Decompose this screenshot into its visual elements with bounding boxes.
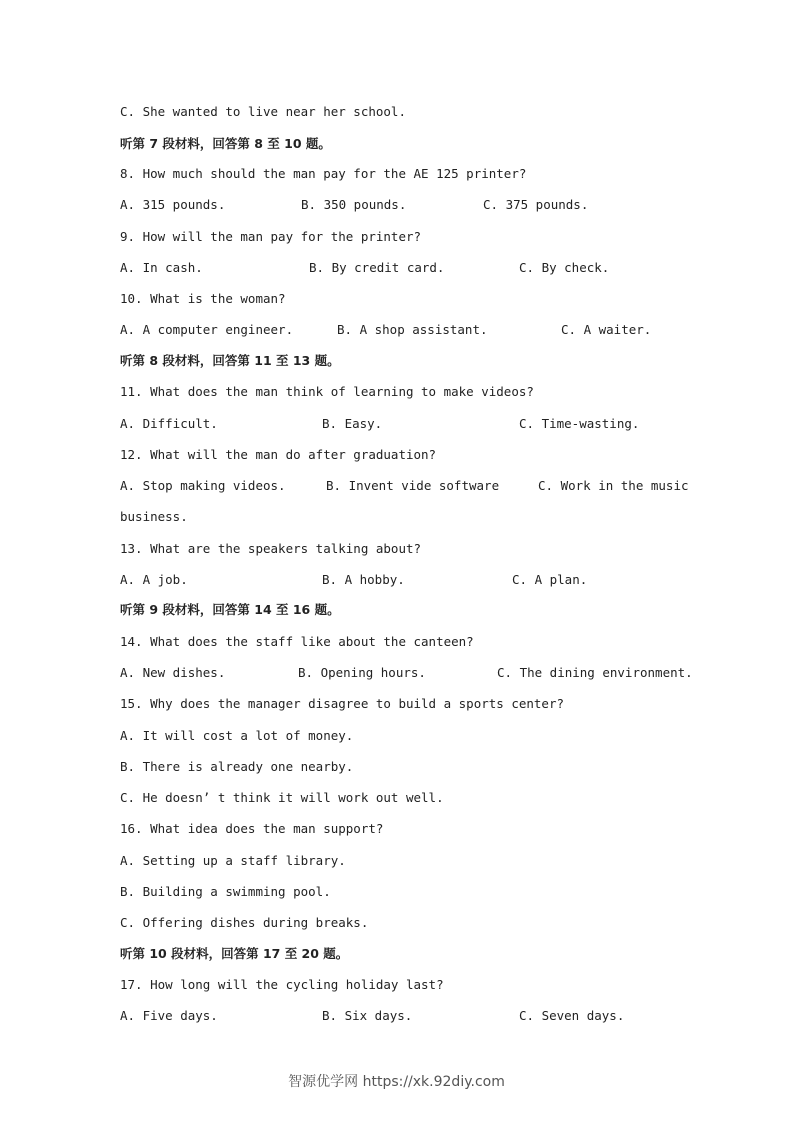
section-heading: 听第 8 段材料，回答第 11 至 13 题。: [120, 353, 340, 368]
question-text: 14. What does the staff like about the canteen?: [120, 634, 474, 649]
answer-option: B. 350 pounds.: [301, 197, 407, 212]
answer-text: C. He doesn’ t think it will work out well.: [120, 790, 444, 805]
question-text: 12. What will the man do after graduation?: [120, 447, 437, 462]
question-text: 9. How will the man pay for the printer?: [120, 229, 422, 244]
answer-option: C. A waiter.: [561, 322, 652, 337]
answer-option: A. A computer engineer.: [120, 322, 294, 337]
answer-option: B. Invent vide software: [326, 478, 500, 493]
answer-text: C. She wanted to live near her school.: [120, 104, 406, 119]
section-heading: 听第 9 段材料，回答第 14 至 16 题。: [120, 602, 340, 617]
answer-option: B. By credit card.: [309, 260, 445, 275]
answer-text: B. There is already one nearby.: [120, 759, 354, 774]
section-heading: 听第 10 段材料，回答第 17 至 20 题。: [120, 946, 349, 961]
question-text: 17. How long will the cycling holiday last?: [120, 977, 444, 992]
answer-text: B. Building a swimming pool.: [120, 884, 331, 899]
answer-option: C. By check.: [519, 260, 610, 275]
answer-option: C. The dining environment.: [497, 665, 693, 680]
answer-text: A. Setting up a staff library.: [120, 853, 346, 868]
answer-option: A. In cash.: [120, 260, 203, 275]
answer-text: A. It will cost a lot of money.: [120, 728, 354, 743]
question-text: 15. Why does the manager disagree to build a sports center?: [120, 696, 565, 711]
answer-option: C. Work in the music: [538, 478, 689, 493]
answer-option: B. Opening hours.: [298, 665, 426, 680]
answer-option: A. Five days.: [120, 1008, 218, 1023]
answer-option: C. Time-wasting.: [519, 416, 640, 431]
footer-watermark: 智源优学网 https://xk.92diy.com: [288, 1074, 505, 1090]
answer-option: A. Stop making videos.: [120, 478, 286, 493]
question-text: 13. What are the speakers talking about?: [120, 541, 422, 556]
answer-option: C. A plan.: [512, 572, 588, 587]
answer-option: A. 315 pounds.: [120, 197, 226, 212]
question-text: 8. How much should the man pay for the AE 125 printer?: [120, 166, 527, 181]
answer-option: A. A job.: [120, 572, 188, 587]
answer-option: A. New dishes.: [120, 665, 226, 680]
answer-option: B. A shop assistant.: [337, 322, 488, 337]
answer-option: C. 375 pounds.: [483, 197, 589, 212]
answer-text: C. Offering dishes during breaks.: [120, 915, 369, 930]
question-text: 16. What idea does the man support?: [120, 821, 384, 836]
answer-text: business.: [120, 509, 188, 524]
answer-option: B. Six days.: [322, 1008, 413, 1023]
answer-option: A. Difficult.: [120, 416, 218, 431]
section-heading: 听第 7 段材料，回答第 8 至 10 题。: [120, 136, 331, 151]
question-text: 11. What does the man think of learning to make videos?: [120, 384, 534, 399]
answer-option: B. A hobby.: [322, 572, 405, 587]
answer-option: C. Seven days.: [519, 1008, 625, 1023]
question-text: 10. What is the woman?: [120, 291, 286, 306]
answer-option: B. Easy.: [322, 416, 383, 431]
